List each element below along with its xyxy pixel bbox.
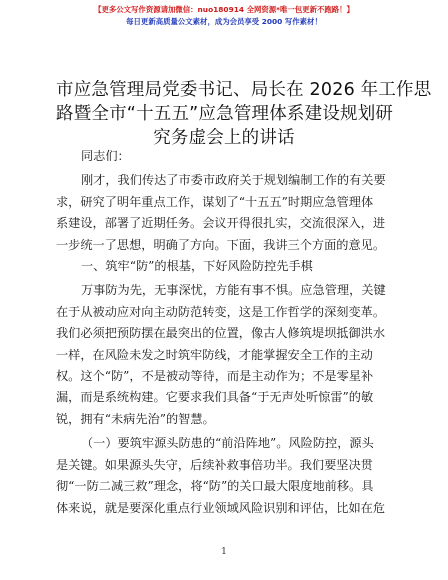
body-line: 万事防为先，无事深忧，方能有事不惧。应急管理，关键	[81, 283, 386, 298]
page-number: 1	[221, 547, 227, 557]
body-line: 在于从被动应对向主动防范转变，这是工作哲学的深刻变革。	[56, 304, 386, 319]
promo-line-2: 每日更新高质量公文素材，成为会员享受 2000 写作素材！	[126, 17, 322, 26]
body-line: 体来说，就是要深化重点行业领域风险识别和评估，比如在危	[56, 500, 386, 515]
promo-banner	[0, 4, 448, 28]
body-line: 是关键。如果源头失守，后续补救事倍功半。我们要坚决贯	[56, 457, 373, 472]
body-line: 彻“一防二减三救”理念，将“防”的关口最大限度地前移。具	[56, 479, 374, 494]
subsection-heading: （一）要筑牢源头防患的“前沿阵地”。风险防控，源头	[81, 436, 374, 451]
body-line: 一步统一了思想，明确了方向。下面，我讲三个方面的意见。	[56, 237, 386, 252]
document-body	[56, 146, 392, 519]
body-line: 一样，在风险未发之时筑牢防线，才能掌握安全工作的主动	[56, 347, 373, 362]
body-line: 锐，拥有“未病先治”的智慧。	[56, 411, 215, 426]
salutation: 同志们：	[81, 149, 130, 163]
body-line: 我们必须把预防摆在最突出的位置，像古人修筑堤坝抵御洪水	[56, 326, 386, 341]
document-title	[56, 78, 432, 150]
section-heading: 一、筑牢“防”的根基，下好风险防控先手棋	[81, 259, 313, 274]
title-line: 市应急管理局党委书记、局长在 2026 年工作思	[56, 80, 432, 100]
body-line: 求，研究了明年重点工作，谋划了“十五五”时期应急管理体	[56, 194, 374, 209]
promo-line-1: 【更多公文写作资源请加微信：nuo180914 全网资源*唯一包更新不跑路！】	[94, 5, 354, 14]
body-line: 权。这个“防”，不是被动等待，而是主动作为；不是零星补	[56, 369, 374, 384]
title-line: 究务虚会上的讲话	[153, 128, 295, 148]
body-line: 系建设，部署了近期任务。会议开得很扎实，交流很深入，进	[56, 216, 386, 231]
title-line: 路暨全市“十五五”应急管理体系建设规划研	[56, 104, 394, 124]
body-line: 刚才，我们传达了市委市政府关于规划编制工作的有关要	[81, 173, 386, 188]
body-line: 漏，而是系统构建。它要求我们具备“于无声处听惊雷”的敏	[56, 390, 374, 405]
